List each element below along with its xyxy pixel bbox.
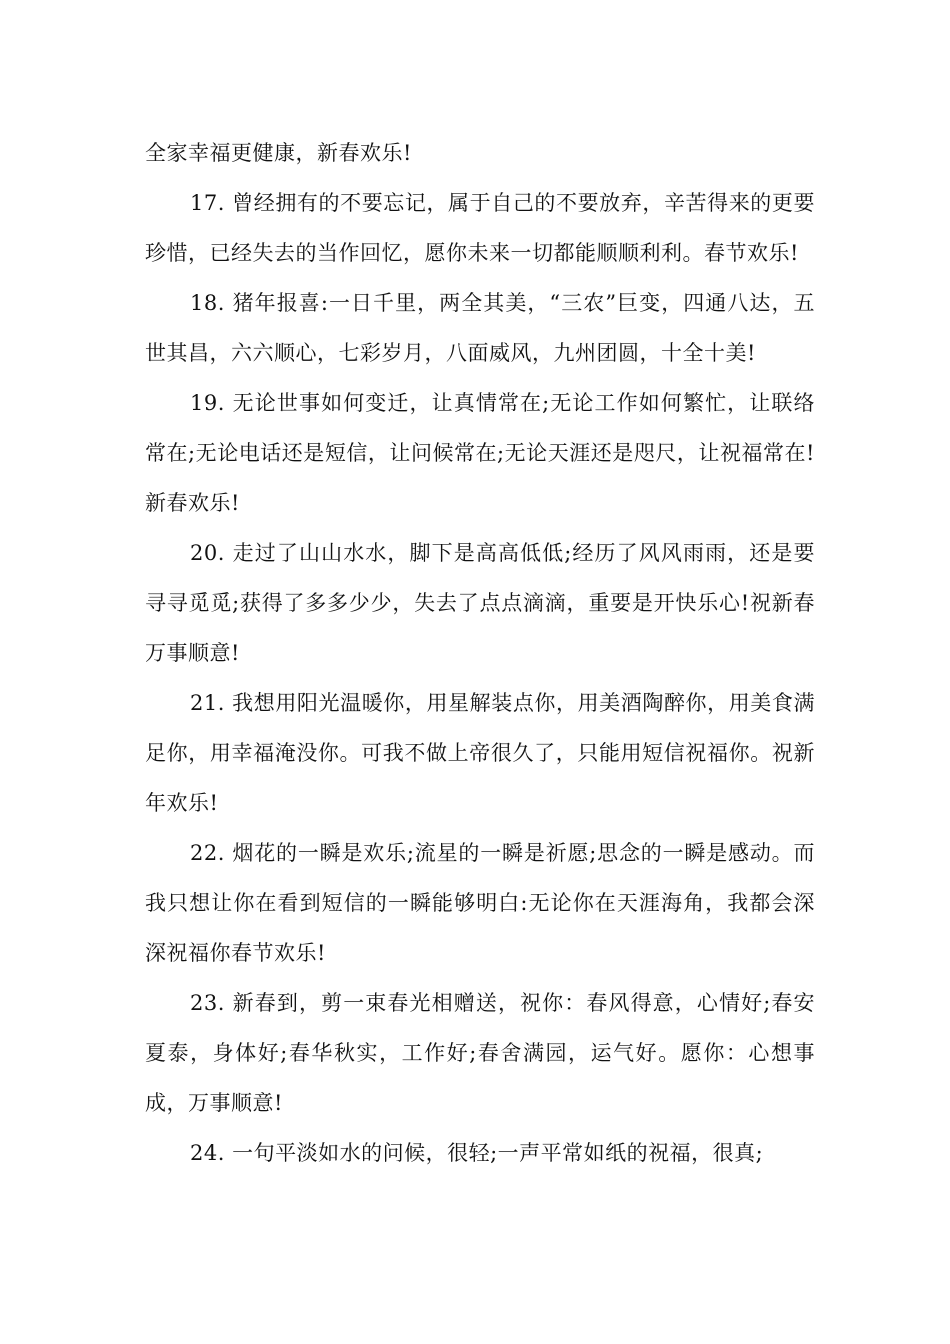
paragraph-item-18: 18. 猪年报喜:一日千里，两全其美，“三农”巨变，四通八达，五世其昌，六六顺心，七彩岁月，八面威风，九州团圆，十全十美!	[145, 291, 815, 365]
paragraph-item-17: 17. 曾经拥有的不要忘记，属于自己的不要放弃，辛苦得来的更要珍惜，已经失去的当作回忆，愿你未来一切都能顺顺利利。春节欢乐!	[145, 191, 815, 265]
paragraph-item-24: 24. 一句平淡如水的问候，很轻;一声平常如纸的祝福，很真;	[190, 1141, 764, 1165]
paragraph-continuation: 全家幸福更健康，新春欢乐!	[145, 141, 412, 165]
paragraph-item-21: 21. 我想用阳光温暖你，用星解装点你，用美酒陶醉你，用美食满足你，用幸福淹没你。可我不做上帝很久了，只能用短信祝福你。祝新年欢乐!	[145, 691, 815, 815]
paragraph-item-20: 20. 走过了山山水水，脚下是高高低低;经历了风风雨雨，还是要寻寻觅觅;获得了多多少少，失去了点点滴滴，重要是开快乐心!祝新春万事顺意!	[145, 541, 815, 665]
paragraph-item-22: 22. 烟花的一瞬是欢乐;流星的一瞬是祈愿;思念的一瞬是感动。而我只想让你在看到短信的一瞬能够明白:无论你在天涯海角，我都会深深祝福你春节欢乐!	[145, 841, 815, 965]
document-body	[145, 128, 815, 1178]
paragraph-item-19: 19. 无论世事如何变迁，让真情常在;无论工作如何繁忙，让联络常在;无论电话还是短信，让问候常在;无论天涯还是咫尺，让祝福常在!新春欢乐!	[145, 391, 815, 515]
paragraph-item-23: 23. 新春到，剪一束春光相赠送，祝你：春风得意，心情好;春安夏泰，身体好;春华秋实，工作好;春舍满园，运气好。愿你：心想事成，万事顺意!	[145, 991, 815, 1115]
